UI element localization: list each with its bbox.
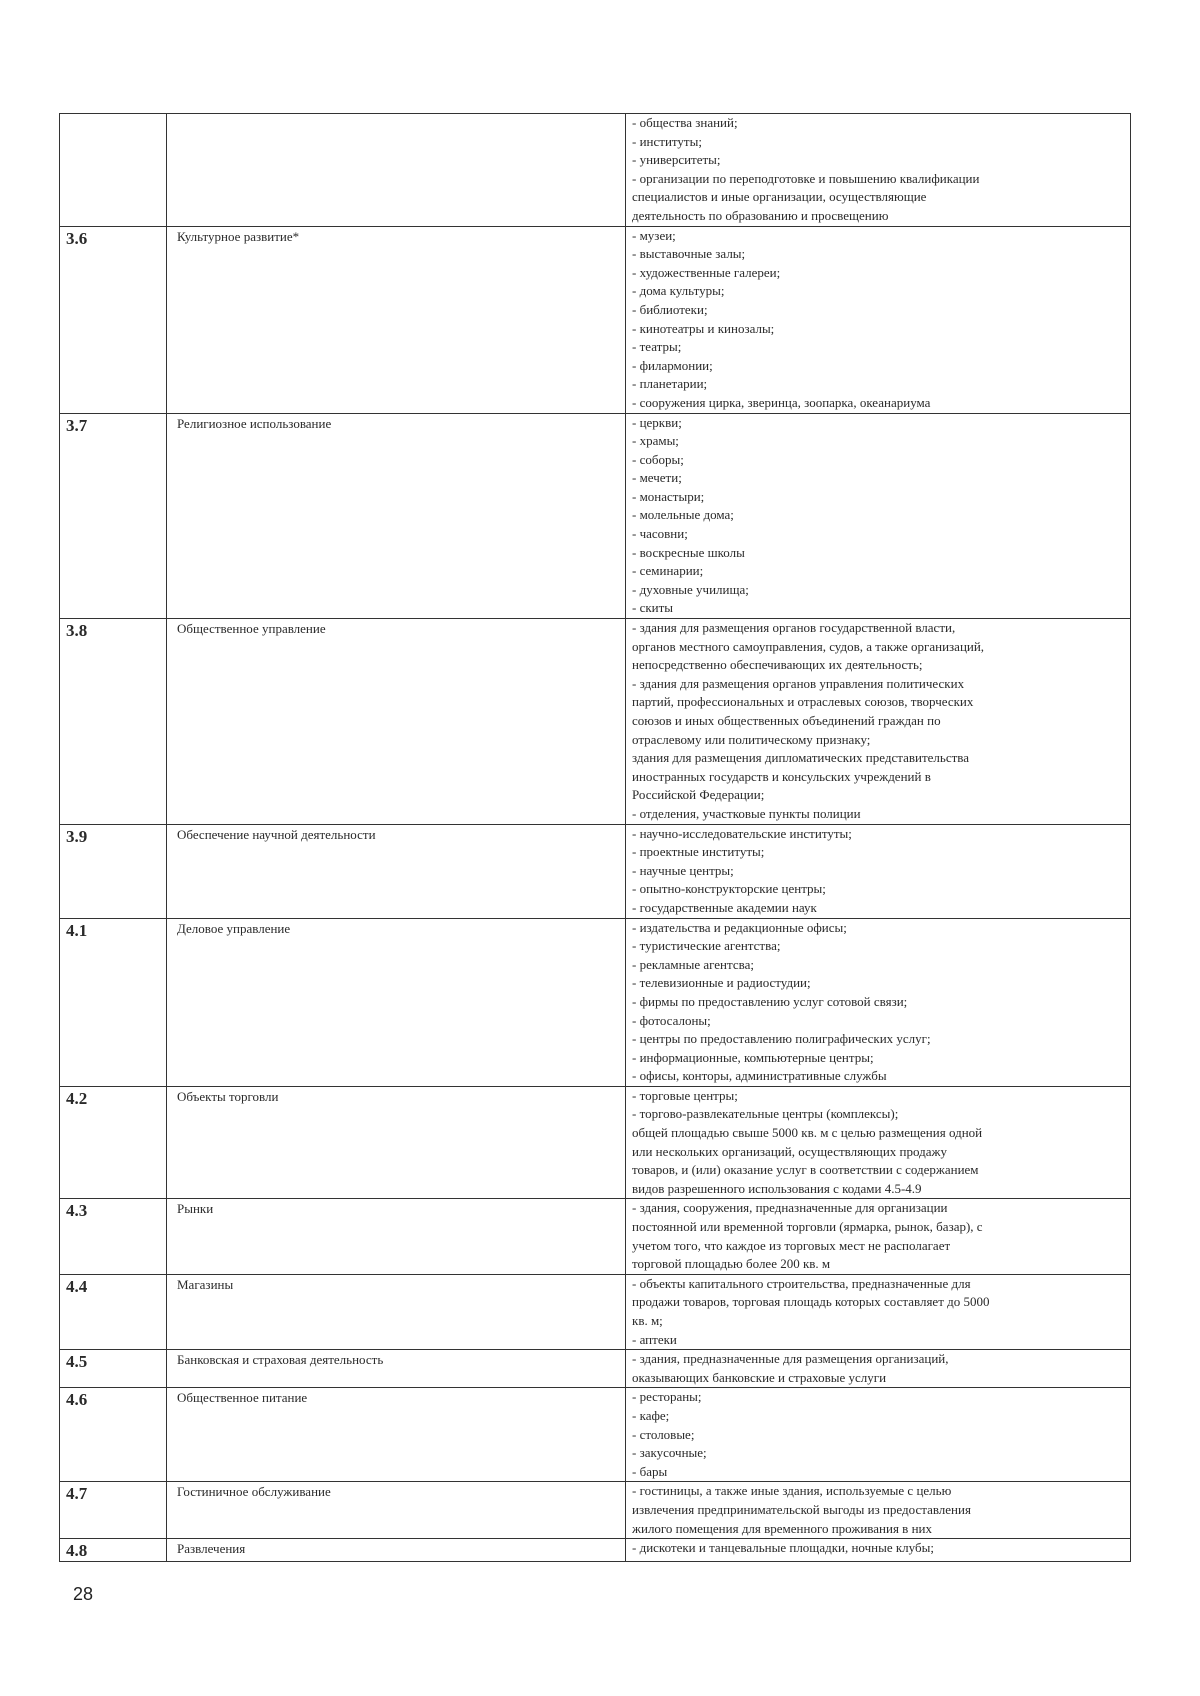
row-use-name (167, 114, 626, 227)
description-line: товаров, и (или) оказание услуг в соответствии с содержанием (632, 1162, 979, 1178)
row-description (626, 1482, 1131, 1539)
description-line: - здания для размещения органов управления политических (632, 675, 965, 691)
description-line: - театры; (632, 339, 682, 355)
table-row (60, 413, 1131, 619)
description-line: Российской Федерации; (632, 787, 765, 803)
description-line: - духовные училища; (632, 581, 749, 597)
description-line: или нескольких организаций, осуществляющих продажу (632, 1143, 947, 1159)
row-use-name: Банковская и страховая деятельность (167, 1350, 626, 1388)
row-description (626, 824, 1131, 918)
description-line: оказывающих банковские и страховые услуги (632, 1369, 887, 1385)
row-code: 4.6 (60, 1388, 167, 1482)
description-line: союзов и иных общественных объединений граждан по (632, 713, 941, 728)
table-row (60, 1199, 1131, 1274)
description-line: непосредственно обеспечивающих их деятельность; (632, 657, 923, 673)
description-line: - здания, сооружения, предназначенные для организации (632, 1200, 948, 1216)
description-line: торговой площадью более 200 кв. м (632, 1256, 831, 1272)
description-line: - центры по предоставлению полиграфических услуг; (632, 1031, 931, 1047)
row-description (626, 1350, 1131, 1388)
table-row (60, 1539, 1131, 1562)
row-use-name: Обеспечение научной деятельности (167, 824, 626, 918)
row-code: 4.7 (60, 1482, 167, 1539)
description-line: кв. м; (632, 1313, 663, 1328)
row-code: 3.8 (60, 619, 167, 825)
description-line: - опытно-конструкторские центры; (632, 881, 826, 897)
description-line: партий, профессиональных и отраслевых союзов, творческих (632, 694, 974, 710)
description-line: - музеи; (632, 227, 676, 243)
description-line: - кафе; (632, 1407, 670, 1423)
description-line: органов местного самоуправления, судов, а также организаций, (632, 638, 985, 654)
description-line: - университеты; (632, 152, 721, 168)
description-line: деятельность по образованию и просвещению (632, 207, 889, 223)
row-use-name: Объекты торговли (167, 1086, 626, 1199)
row-description (626, 114, 1131, 227)
row-use-name: Культурное развитие* (167, 226, 626, 413)
table-row (60, 824, 1131, 918)
description-line: - бары (632, 1463, 668, 1479)
row-code: 3.7 (60, 413, 167, 619)
table-row (60, 918, 1131, 1086)
description-line: - сооружения цирка, зверинца, зоопарка, океанариума (632, 394, 931, 410)
row-code: 4.5 (60, 1350, 167, 1388)
description-line: - рекламные агентсва; (632, 956, 754, 972)
description-line: - издательства и редакционные офисы; (632, 919, 847, 935)
description-line: специалистов и иные организации, осуществляющие (632, 189, 927, 205)
land-use-table (59, 113, 1131, 1562)
description-line: извлечения предпринимательской выгоды из предоставления (632, 1501, 971, 1517)
row-code: 4.2 (60, 1086, 167, 1199)
description-line: - офисы, конторы, административные службы (632, 1068, 887, 1084)
description-line: - рестораны; (632, 1389, 702, 1405)
row-code (60, 114, 167, 227)
description-line: - кинотеатры и кинозалы; (632, 320, 775, 336)
description-line: - научные центры; (632, 862, 734, 878)
table-row (60, 226, 1131, 413)
description-line: постоянной или временной торговли (ярмарка, рынок, базар), с (632, 1219, 983, 1235)
table-row (60, 114, 1131, 227)
description-line: - соборы; (632, 451, 684, 467)
row-description (626, 918, 1131, 1086)
description-line: - церкви; (632, 414, 682, 430)
row-use-name: Общественное управление (167, 619, 626, 825)
description-line: продажи товаров, торговая площадь которых составляет до 5000 (632, 1294, 990, 1310)
description-line: - монастыри; (632, 488, 705, 504)
row-use-name: Деловое управление (167, 918, 626, 1086)
description-line: - организации по переподготовке и повышению квалификации (632, 170, 980, 186)
table-row (60, 1350, 1131, 1388)
description-line: - аптеки (632, 1331, 677, 1347)
table-row (60, 1086, 1131, 1199)
description-line: видов разрешенного использования с кодами 4.5-4.9 (632, 1180, 922, 1196)
description-line: - торгово-развлекательные центры (комплексы); (632, 1106, 899, 1122)
row-use-name: Религиозное использование (167, 413, 626, 619)
description-line: - филармонии; (632, 357, 713, 373)
description-line: - здания, предназначенные для размещения организаций, (632, 1351, 949, 1367)
description-line: здания для размещения дипломатических представительства (632, 750, 970, 766)
row-description (626, 1086, 1131, 1199)
row-code: 4.1 (60, 918, 167, 1086)
description-line: - воскресные школы (632, 544, 745, 560)
row-code: 3.6 (60, 226, 167, 413)
row-description (626, 1274, 1131, 1349)
row-description (626, 1199, 1131, 1274)
description-line: - научно-исследовательские институты; (632, 825, 852, 841)
row-description (626, 413, 1131, 619)
row-use-name: Гостиничное обслуживание (167, 1482, 626, 1539)
description-line: - объекты капитального строительства, предназначенные для (632, 1275, 971, 1291)
description-line: - отделения, участковые пункты полиции (632, 805, 861, 821)
description-line: - фотосалоны; (632, 1012, 711, 1028)
description-line: - планетарии; (632, 376, 708, 392)
description-line: - мечети; (632, 470, 682, 486)
row-description (626, 619, 1131, 825)
description-line: - общества знаний; (632, 115, 738, 130)
row-code: 4.8 (60, 1539, 167, 1562)
description-line: - закусочные; (632, 1445, 707, 1461)
description-line: - семинарии; (632, 563, 704, 579)
row-use-name: Развлечения (167, 1539, 626, 1562)
table-row (60, 1274, 1131, 1349)
description-line: - библиотеки; (632, 301, 708, 317)
table-row (60, 1482, 1131, 1539)
row-description (626, 1388, 1131, 1482)
description-line: - часовни; (632, 526, 688, 542)
description-line: - проектные институты; (632, 844, 765, 860)
description-line: жилого помещения для временного проживания в них (632, 1520, 932, 1536)
description-line: - гостиницы, а также иные здания, используемые с целью (632, 1483, 952, 1499)
description-line: - скиты (632, 600, 674, 616)
table-row (60, 1388, 1131, 1482)
row-code: 3.9 (60, 824, 167, 918)
row-description (626, 226, 1131, 413)
description-line: - храмы; (632, 433, 679, 449)
description-line: учетом того, что каждое из торговых мест не располагает (632, 1237, 951, 1253)
description-line: - дискотеки и танцевальные площадки, ночные клубы; (632, 1540, 934, 1556)
description-line: общей площадью свыше 5000 кв. м с целью размещения одной (632, 1125, 983, 1141)
row-code: 4.3 (60, 1199, 167, 1274)
page-number: 28 (73, 1584, 94, 1604)
description-line: - информационные, компьютерные центры; (632, 1049, 874, 1065)
table-row (60, 619, 1131, 825)
description-line: - выставочные залы; (632, 246, 746, 262)
description-line: - дома культуры; (632, 283, 725, 299)
description-line: отраслевому или политическому признаку; (632, 731, 871, 747)
row-code: 4.4 (60, 1274, 167, 1349)
description-line: - телевизионные и радиостудии; (632, 975, 811, 991)
description-line: - государственные академии наук (632, 899, 817, 915)
description-line: - молельные дома; (632, 507, 734, 523)
description-line: - столовые; (632, 1426, 695, 1442)
row-use-name: Магазины (167, 1274, 626, 1349)
row-description (626, 1539, 1131, 1562)
description-line: - торговые центры; (632, 1087, 738, 1103)
row-use-name: Рынки (167, 1199, 626, 1274)
description-line: - здания для размещения органов государственной власти, (632, 620, 956, 636)
description-line: иностранных государств и консульских учреждений в (632, 768, 931, 784)
table-body (60, 114, 1131, 1562)
description-line: - институты; (632, 133, 702, 149)
description-line: - художественные галереи; (632, 264, 781, 280)
row-use-name: Общественное питание (167, 1388, 626, 1482)
description-line: - фирмы по предоставлению услуг сотовой связи; (632, 993, 908, 1009)
description-line: - туристические агентства; (632, 938, 781, 954)
